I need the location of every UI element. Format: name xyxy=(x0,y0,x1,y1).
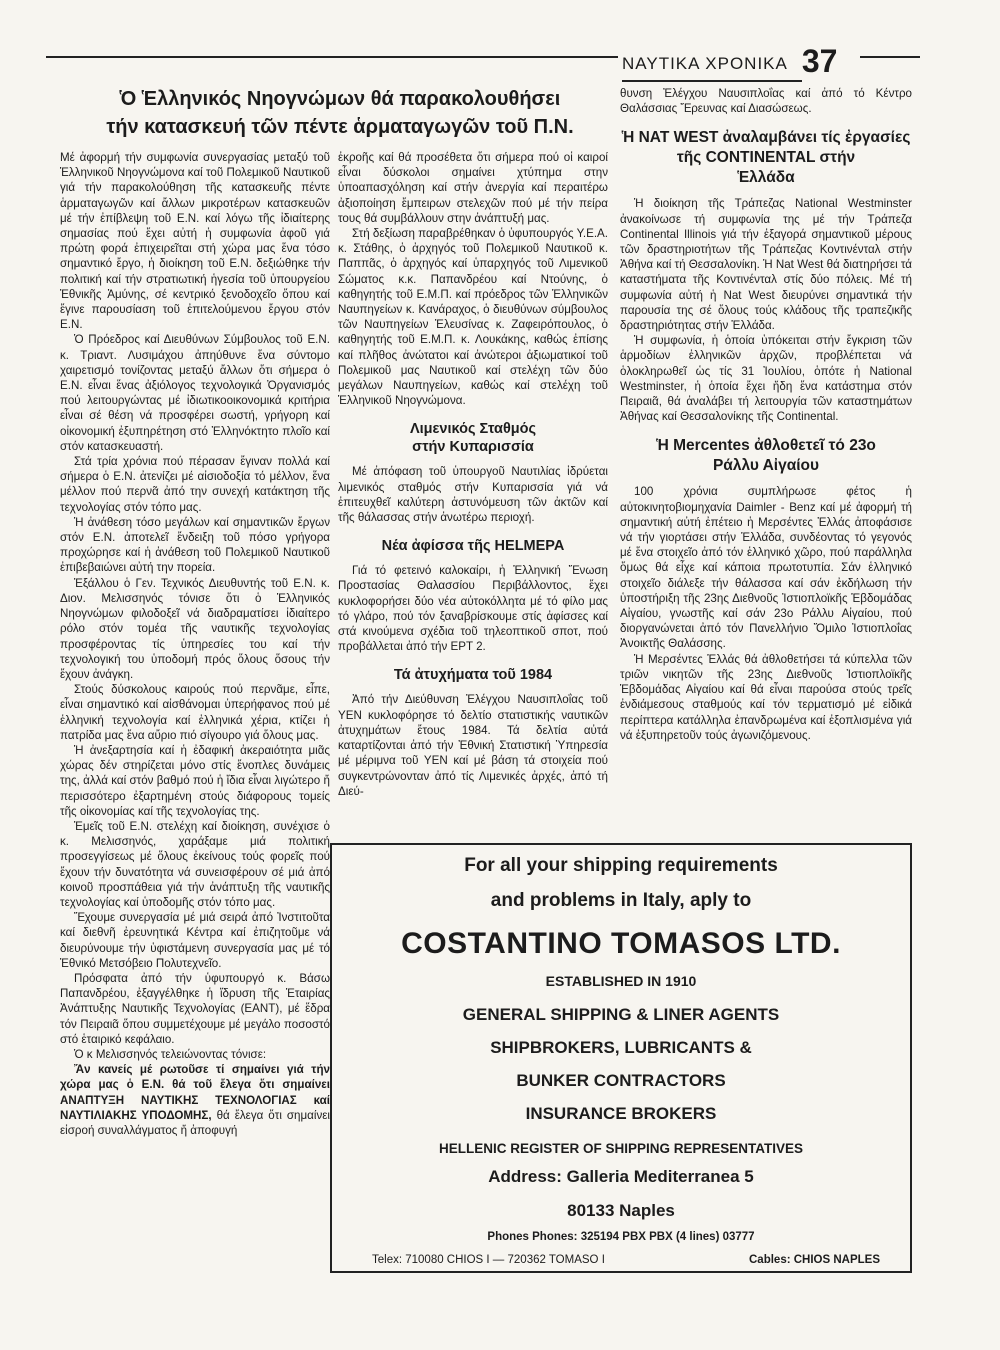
header-rule-under-name xyxy=(622,80,802,82)
header-rule-right xyxy=(860,56,920,58)
helmepa-article-text: Γιά τό φετεινό καλοκαίρι, ἡ Ἑλληνική Ἕνωση Προστασίας Θαλασσίου Περιβάλλοντος, ἔχει κυκλοφορήσει δύο νέα αὐτοκόλλητα μέ τό φίλο μας τό γλάρο, πού τόν ξαναβρίσκουμε στίς ἀφίσσες καί στά κινούμενα σχέδια τοῦ τηλεοπτικοῦ σποτ, πού προβάλλεται ἀπό τήν ΕΡΤ 2. xyxy=(338,564,608,654)
mercedes-paragraph: 100 χρόνια συμπλήρωσε φέτος ἡ αὐτοκινητοβιομηχανία Daimler - Benz καί μέ ἀφορμή τή σημαντική αὐτή ἐπέτειο ἡ Μερσέντες Ἑλλάς ἀποφάσισε νά τήν γιορτάσει στήν Ἑλλάδα, συνδέοντας τό γεγονός μέ ἕνα στοιχεῖο ἀπό τόν ἑλληνικό χῶρο, πού παράλληλα ὅμως θά εἶχε καί κάποια πρωτοτυπία. Σάν ἑλληνικό στοιχεῖο διάλεξε τήν θάλασσα καί σάν ἐκδήλωση τήν ὑποστήριξη τῆς 23ης Διεθνοῦς Ἰστιοπλοϊκῆς Ἑβδομάδας Αἰγαίου, γνωστῆς καί σάν 23ο Ράλλυ Αἰγαίου, πού διοργανώνεται ἀπό τόν Πανελλήνιο Ὅμιλο Ἰστιοπλοΐας Ἀνοικτῆς Θαλάσσης. xyxy=(620,485,912,651)
ad-line-1: For all your shipping requirements xyxy=(464,855,778,876)
port-article-text: Μέ ἀπόφαση τοῦ ὑπουργοῦ Ναυτιλίας ἱδρύεται λιμενικός σταθμός στήν Κυπαρισσία γιά νά ἐπιτευχθεῖ καλύτερη ἀστυνόμευση τῶν ἀκτῶν καί τῆς θάλασσας στήν ἀνωτέρω περιοχή. xyxy=(338,465,608,525)
port-title-line2: στήν Κυπαρισσία xyxy=(412,439,534,456)
accidents-article-title: Τά ἀτυχήματα τοῦ 1984 xyxy=(393,667,553,684)
main-paragraph: Στούς δύσκολους καιρούς πού περνᾶμε, εἶπε, εἶναι σημαντικό καί αἰσθάνομαι ὑπερήφανος πού μέ ἑλληνική τεχνολογία καί ἑλληνικά χέρια, κτίζει ἡ πατρίδα μας ἕνα αὔριο πιό σίγουρο γιά ὅλους μας. xyxy=(60,683,330,742)
publication-name: ΝΑΥΤΙΚΑ ΧΡΟΝΙΚΑ xyxy=(622,54,788,73)
main-paragraph: Στά τρία χρόνια πού πέρασαν ἔγιναν πολλά καί σήμερα ὁ Ε.Ν. ἀτενίζει μέ αἰσιοδοξία τό μέλλον, ἕνα μέλλον πού περνᾶ ἀπό την συνεχή κατάκτηση τῆς τεχνολογίας στόν τόπο μας. xyxy=(60,455,330,514)
quote-rest: θά ἔλεγα ὅτι σημαίνει εἰσροή συναλλάγματος ἤ ἀποφυγή xyxy=(60,1108,330,1137)
advertisement-box xyxy=(330,843,912,1273)
ad-cables: Cables: CHIOS NAPLES xyxy=(749,1254,880,1266)
ad-service: BUNKER CONTRACTORS xyxy=(516,1071,726,1090)
masthead xyxy=(622,43,838,79)
mercedes-paragraph: Ἡ Μερσέντες Ἑλλάς θά ἀθλοθετήσει τά κύπελλα τῶν τριῶν νικητῶν τῆς 23ης Διεθνοῦς Ἰστιοπλοϊκῆς Ἑβδομάδας Αἰγαίου καί θά εἶναι παρούσα στούς τρεῖς ἐνδιάμεσους σταθμούς καί τόν τερματισμό μέ εἰδικά περίπτερα κατάλληλα ἐπανδρωμένα καί ἐξοπλισμένα γιά νά ἐξυπηρετοῦν τούς ἀγωνιζόμενους. xyxy=(620,652,912,742)
ad-service: GENERAL SHIPPING & LINER AGENTS xyxy=(462,1005,780,1024)
main-title-line1: Ὁ Ἑλληνικός Νηογνώμων θά παρακολουθήσει xyxy=(119,88,561,110)
main-paragraph: Μέ ἀφορμή τήν συμφωνία συνεργασίας μεταξύ τοῦ Ἑλληνικοῦ Νηογνώμονα καί τοῦ Πολεμικοῦ Ναυτικοῦ γιά τήν παρακολούθηση τῆς κατασκευῆς πέντε ἁρματαγωγῶν καί ἄλλων μικροτέρων κατασκευῶν μέ τήν ἐπίβλεψη τοῦ Ε.Ν. καί λόγω τῆς ἰδιαίτερης σημασίας πού ἔχει αὐτή ἡ συμφωνία ἀφοῦ γιά πρώτη φορά ἐπιχειρεῖται στή χώρα μας ἕνα τόσο σημαντικό ἔργο, ἡ διοίκηση τοῦ Ε.Ν. δεξιώθηκε τήν πολιτική καί τήν στρατιωτική ἡγεσία τοῦ ὑπουργείου Ἐθνικῆς Ἀμύνης, σέ κεντρικό ξενοδοχεῖο ὅπου καί ἔγινε παρουσίαση τοῦ ἐπιτελούμενου ἔργου στόν Ε.Ν. xyxy=(60,151,330,332)
column-3 xyxy=(620,86,912,743)
quote-paragraph xyxy=(60,1062,330,1138)
mercedes-title-line2: Ράλλυ Αἰγαίου xyxy=(712,457,820,475)
natwest-title-line1: Ἡ NAT WEST ἀναλαμβάνει τίς ἐργασίες τῆς CONTINENTAL στήν xyxy=(621,129,911,167)
main-paragraph: Ἡ ἀνάθεση τόσο μεγάλων καί σημαντικῶν ἔργων στόν Ε.Ν. ἀποτελεῖ ἔνδειξη τοῦ πόσο γρήγορα προχώρησε καί ἡ ἀνάθεση τοῦ Πολεμικοῦ Ναυτικοῦ ἐπιβεβαιώνει αὐτή την πορεία. xyxy=(60,515,330,575)
main-article-title xyxy=(100,85,580,141)
ad-address: Address: Galleria Mediterranea 5 xyxy=(488,1167,754,1186)
helmepa-article-title: Νέα ἀφίσσα τῆς HELMEPA xyxy=(381,538,565,555)
natwest-paragraph: Ἡ συμφωνία, ἡ ὁποία ὑπόκειται στήν ἔγκριση τῶν ἁρμοδίων ἑλληνικῶν ἀρχῶν, προβλέπεται νά ὁλοκληρωθεῖ ὡς τίς 31 Ἰουλίου, ὁπότε ἡ National Westminster, ἡ ὁποία ἔχει ἤδη ἕνα κατάστημα στόν Πειραιᾶ, θά ἀναλάβει τή λειτουργία τῶν καταστημάτων Ἀθήνας καί Θεσσαλονίκης τῆς Continental. xyxy=(620,334,912,424)
ad-line-2: and problems in Italy, aply to xyxy=(490,890,752,911)
main-title-line2: τήν κατασκευή τῶν πέντε ἁρματαγωγῶν τοῦ Π.Ν. xyxy=(106,116,574,138)
accidents-article-text: Ἀπό τήν Διεύθυνση Ἐλέγχου Ναυσιπλοΐας τοῦ ΥΕΝ κυκλοφόρησε τό δελτίο στατιστικής ναυτικῶν ἀτυχημάτων ἔτους 1984. Τά δελτία αὐτά καταρτίζονται ἀπό τήν Ἐθνική Στατιστική Ὑπηρεσία μέ μέριμνα τοῦ ΥΕΝ καί μέ βάση τά στοιχεία πού συγκεντρώνονταν ἀπό τίς Λιμενικές ἀρχές, ἀπό τή Διεύ- xyxy=(338,693,608,798)
main-paragraph: Ἐξάλλου ὁ Γεν. Τεχνικός Διευθυντής τοῦ Ε.Ν. κ. Διον. Μελισσηνός τόνισε ὅτι ὁ Ἑλληνικός Νηογνώμων φιλοδοξεῖ νά διαδραματίσει ἰδιαίτερο ρόλο στόν τομέα τῆς ναυτικῆς τεχνολογίας προσφέροντας τίς ὑπηρεσίες του καί τήν τεχνολογική του ὑποδομή πρός ὅλους ὅσους τήν ἔχουν ἀνάγκη. xyxy=(60,576,330,681)
mercedes-title-line1: Ἡ Mercentes ἀθλοθετεῖ τό 23ο xyxy=(656,437,876,455)
page-number: 37 xyxy=(801,43,838,79)
main-paragraph: Ἡ ἀνεξαρτησία καί ἡ ἐδαφική ἀκεραιότητα μιᾶς χώρας δέν στηρίζεται μόνο στίς ἔνοπλες δυνάμεις της, ἀλλά καί στόν βαθμό πού ἡ ἴδια εἶναι λιγώτερο ἤ περισσότερο ἐξαρτημένη στούς διάφορους τομείς τῆς οἰκονομίας καί τῆς τεχνολογίας της. xyxy=(60,743,330,818)
header-rule-left xyxy=(46,56,618,58)
ad-established: ESTABLISHED IN 1910 xyxy=(545,973,697,989)
ad-register: HELLENIC REGISTER OF SHIPPING REPRESENTATIVES xyxy=(438,1141,804,1156)
ad-service: SHIPBROKERS, LUBRICANTS & xyxy=(490,1038,752,1057)
natwest-article-title xyxy=(620,128,912,188)
main-paragraph: Πρόσφατα ἀπό τήν ὑφυπουργό κ. Βάσω Παπανδρέου, ἐξαγγέλθηκε ἡ ἵδρυση τῆς Ἑταιρίας Ἀνάπτυξης Ναυτικῆς Τεχνολογίας (ΕΑΝΤ), μέ ἕδρα τόν Πειραιᾶ ὅπου συμμετέχουμε μέ μεγάλο ποσοστό στό ἑταιρικό κεφάλαιο. xyxy=(60,971,330,1046)
column-2 xyxy=(338,150,608,799)
main-paragraph: Ἔχουμε συνεργασία μέ μιά σειρά ἀπό Ἰνστιτοῦτα καί διεθνῆ ἐρευνητικά Κέντρα καί ἐπιζητοῦμε νά διευρύνουμε τήν ὑφιστάμενη συνεργασία μας μέ τό Ἐθνικό Μετσόβειο Πολυτεχνεῖο. xyxy=(60,911,330,970)
ad-telex: Telex: 710080 CHIOS I — 720362 TOMASO I xyxy=(372,1254,605,1266)
natwest-title-line2: Ἑλλάδα xyxy=(737,169,795,187)
main-paragraph: Ὁ κ Μελισσηνός τελειώνοντας τόνισε: xyxy=(74,1047,267,1061)
accidents-continuation: θυνση Ἐλέγχου Ναυσιπλοΐας καί ἀπό τό Κέντρο Θαλάσσιας Ἔρευνας καί Διασώσεως. xyxy=(620,87,912,116)
quote-bold: Ἄν κανείς μέ ρωτοῦσε τί σημαίνει γιά τήν χώρα μας ὁ Ε.Ν. θά τοῦ ἔλεγα ὅτι σημαίνει ΑΝΑΠΤΥΞΗ ΝΑΥΤΙΚΗΣ ΤΕΧΝΟΛΟΓΙΑΣ καί ΝΑΥΤΙΛΙΑΚΗΣ ΥΠΟΔΟΜΗΣ, xyxy=(60,1063,330,1122)
port-title-line1: Λιμενικός Σταθμός xyxy=(409,421,537,438)
mercedes-article-title xyxy=(620,436,912,476)
main-paragraph: Ὁ Πρόεδρος καί Διευθύνων Σύμβουλος τοῦ Ε.Ν. κ. Τριαντ. Λυσιμάχου ἀπηύθυνε ἕνα σύντομο χαιρετισμό τονίζοντας μεταξύ ἄλλων ὅτι σήμερα ὁ Ε.Ν. εἶναι ἕνας ἀξιόλογος τεχνολογικά Ὀργανισμός πού λειτουργώντας μέ ἰδιωτικοοικονομικά κριτήρια εἶναι σέ θέση νά προσφέρει σωστή, γρήγορη καί οἰκονομική ἐξυπηρέτηση στό Ἑλληνόκτητο πλοῖο καί στόν κατασκευαστή. xyxy=(60,333,330,453)
natwest-paragraph: Ἡ διοίκηση τῆς Τράπεζας National Westminster ἀνακοίνωσε τή συμφωνία της μέ τήν Τράπεζα Continental Illinois γιά τήν ἐξαγορά σημαντικοῦ μέρους τῶν δραστηριοτήτων τῆς Τράπεζας Κοντινένταλ στήν Ἀθήνα καί τή Θεσσαλονίκη. Ἡ Nat West θά διατηρήσει τά καταστήματα τῆς Κοντινένταλ στίς δύο πόλεις. Μέ τή συμφωνία αὐτή ἡ Nat West διευρύνει σημαντικά τήν παρουσία της σέ ὅλους τούς κλάδους τῆς τραπεζικῆς δραστηριότητας στήν Ἑλλάδα. xyxy=(620,197,912,333)
ad-city: 80133 Naples xyxy=(567,1201,675,1220)
main-paragraph: Στή δεξίωση παραβρέθηκαν ὁ ὑφυπουργός Υ.Ε.Α. κ. Στάθης, ὁ ἀρχηγός τοῦ Πολεμικοῦ Ναυτικοῦ κ. Παππᾶς, ὁ ἀρχηγός καί ὑπαρχηγός τοῦ Λιμενικοῦ Σώματος κ.κ. Παπανδρέου καί Ντούνης, ὁ καθηγητής τοῦ Ε.Μ.Π. καί πρόεδρος τῶν Ἑλληνικῶν Ναυπηγείων κ. Κανάραχος, ὁ διευθύνων σύμβουλος τῶν Ναυπηγείων Ἐλευσίνας κ. Ζαφειρόπουλος, ὁ καθηγητής τοῦ Ε.Μ.Π. κ. Λουκάκης, καθώς ἐπίσης καί πλῆθος ἀνώτατοι καί ἀνώτεροι ἀξιωματικοί τοῦ Πολεμικοῦ μας Ναυτικοῦ καί στελέχη τῶν δύο μεγάλων Ναυπηγείων, καθώς καί στελέχη τοῦ Ἑλληνικοῦ Νηογνώμονα. xyxy=(338,227,608,408)
main-paragraph: ἐκροῆς καί θά προσέθετα ὅτι σήμερα πού οἱ καιροί εἶναι δύσκολοι σημαίνει χτύπημα στην ὑποαπασχόληση καί στήν ἀνεργία καί περαιτέρω ἀξιοποίηση ἔμπειρων στελεχῶν πού μέ τήν πείρα τους θά συμβάλλουν στην ἀνάπτυξή μας. xyxy=(338,151,608,225)
ad-company-name: COSTANTINO TOMASOS LTD. xyxy=(401,927,841,960)
column-1 xyxy=(60,150,330,1138)
port-article-title xyxy=(338,420,608,456)
main-paragraph: Ἐμεῖς τοῦ Ε.Ν. στελέχη καί διοίκηση, συνέχισε ὁ κ. Μελισσηνός, χαράξαμε μιά πολιτική προσεγγίσεως μέ ὅλους ἐκείνους τούς φορεῖς πού ἔχουν τήν δυνατότητα νά συνεισφέρουν σέ μιά ἀπό κοινοῦ προσπάθεια γιά τήν ἀνάπτυξη τῆς ναυτικῆς τεχνολογίας καί ὑποδομῆς στόν τόπο μας. xyxy=(60,819,330,909)
ad-phones: Phones Phones: 325194 PBX PBX (4 lines) 03777 xyxy=(487,1231,755,1243)
ad-service: INSURANCE BROKERS xyxy=(525,1104,717,1123)
